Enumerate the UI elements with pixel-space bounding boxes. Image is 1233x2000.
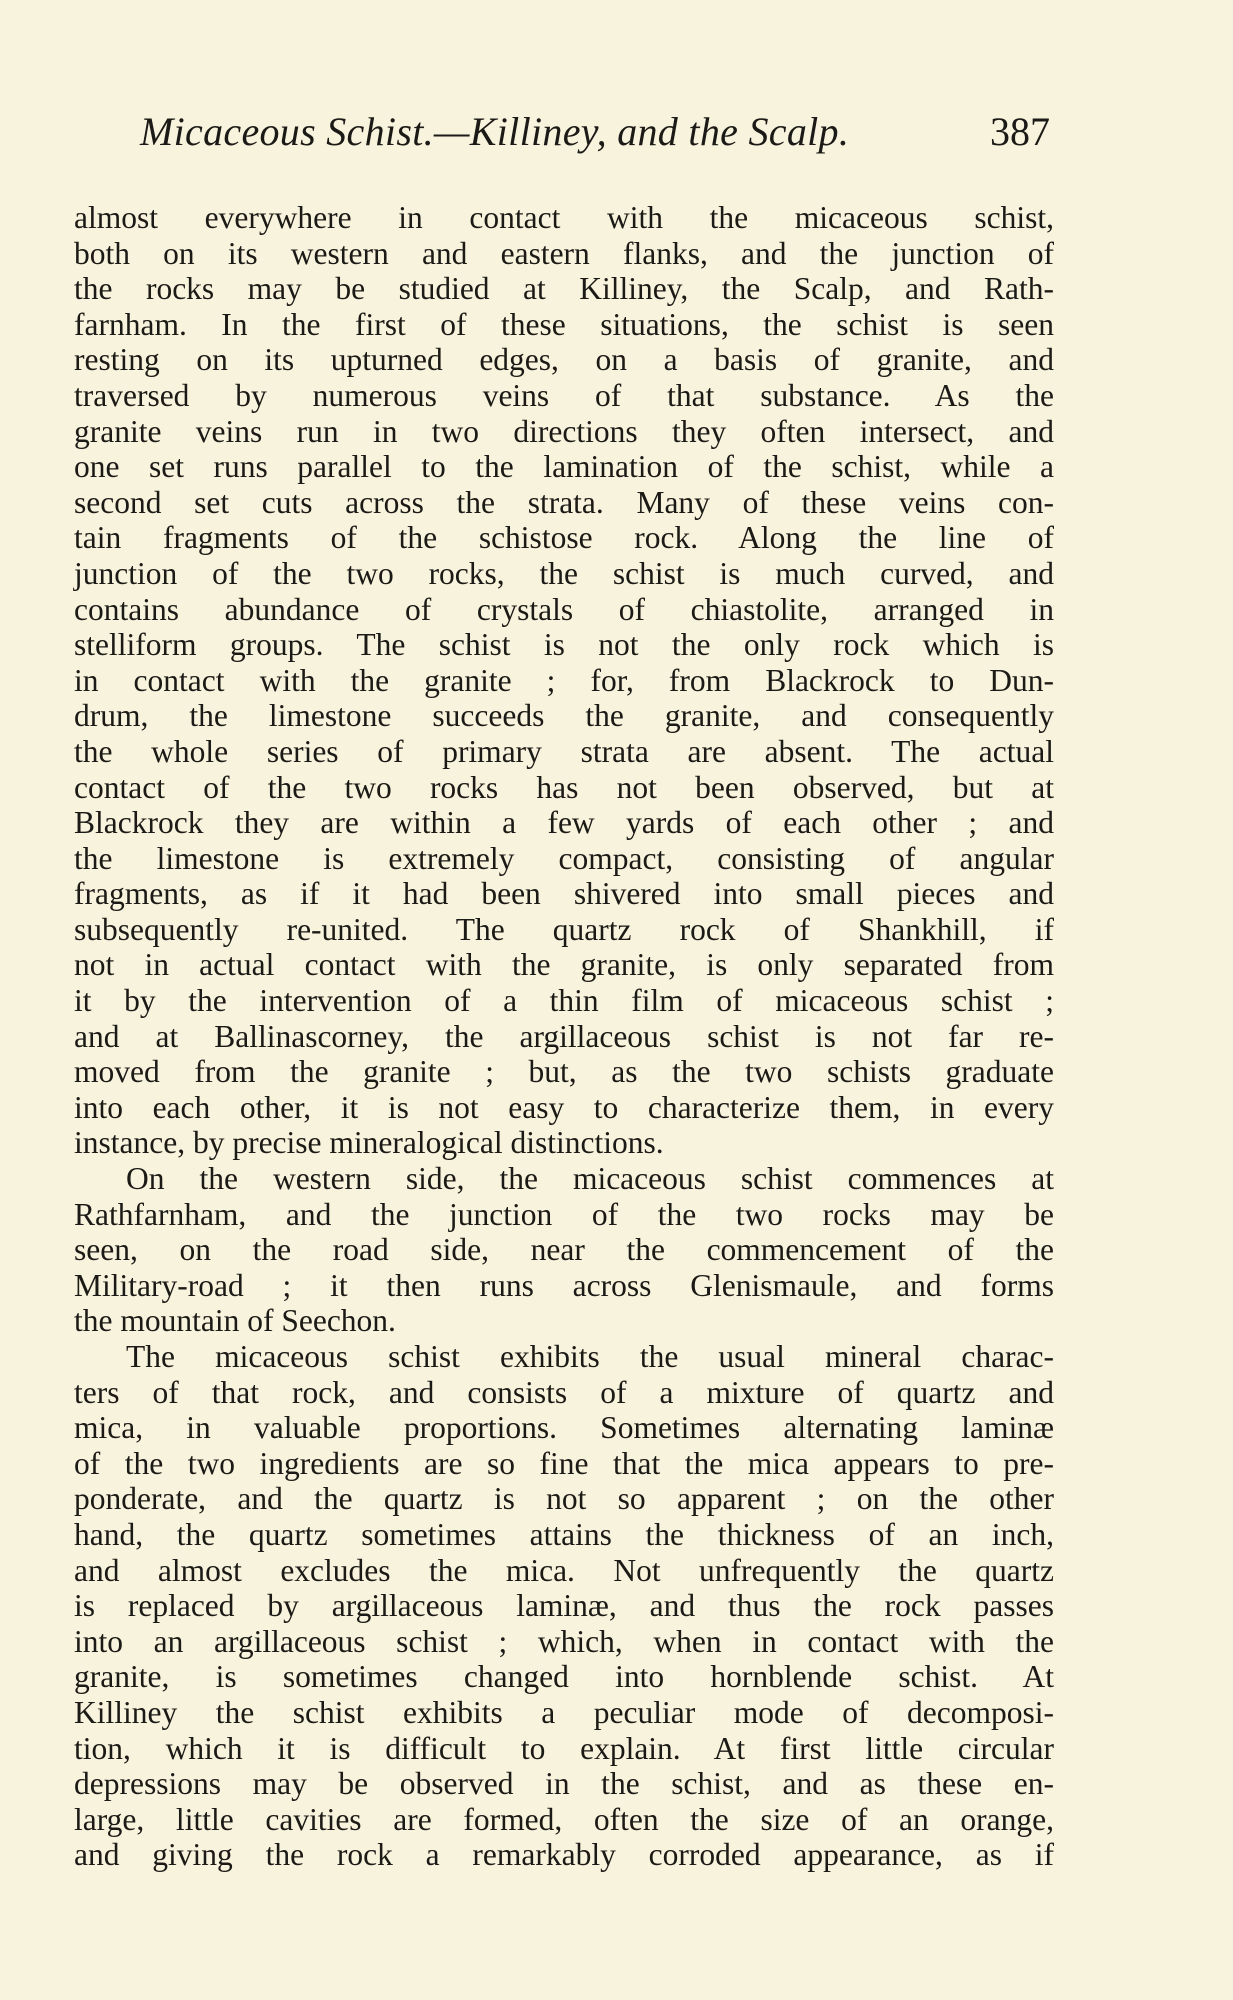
text-line: tion, which it is difficult to explain. At first little circular: [74, 1730, 1054, 1766]
running-head: [140, 108, 1050, 168]
page-number: 387: [990, 109, 1050, 154]
text-line: both on its western and eastern flanks, and the junction of: [74, 235, 1054, 271]
text-line: of the two ingredients are so fine that the mica appears to pre-: [74, 1445, 1054, 1481]
text-line: second set cuts across the strata. Many of these veins con-: [74, 484, 1054, 520]
text-line: the whole series of primary strata are absent. The actual: [74, 733, 1054, 769]
text-line: granite, is sometimes changed into hornblende schist. At: [74, 1659, 1054, 1695]
text-line: not in actual contact with the granite, is only separated from: [74, 947, 1054, 983]
text-line: granite veins run in two directions they often intersect, and: [74, 413, 1054, 449]
text-line: tain fragments of the schistose rock. Along the line of: [74, 520, 1054, 556]
text-line: drum, the limestone succeeds the granite, and consequently: [74, 698, 1054, 734]
text-line: Military-road ; it then runs across Glenismaule, and forms: [74, 1267, 1054, 1303]
text-line: traversed by numerous veins of that substance. As the: [74, 377, 1054, 413]
text-line: Rathfarnham, and the junction of the two rocks may be: [74, 1196, 1054, 1232]
text-line: and almost excludes the mica. Not unfrequently the quartz: [74, 1552, 1054, 1588]
text-line: ters of that rock, and consists of a mixture of quartz and: [74, 1374, 1054, 1410]
text-line: Blackrock they are within a few yards of each other ; and: [74, 805, 1054, 841]
text-line: ponderate, and the quartz is not so apparent ; on the other: [74, 1481, 1054, 1517]
text-line: is replaced by argillaceous laminæ, and thus the rock passes: [74, 1588, 1054, 1624]
text-line: into an argillaceous schist ; which, when in contact with the: [74, 1623, 1054, 1659]
text-line: one set runs parallel to the lamination of the schist, while a: [74, 449, 1054, 485]
text-line: fragments, as if it had been shivered into small pieces and: [74, 876, 1054, 912]
text-line: the rocks may be studied at Killiney, the Scalp, and Rath-: [74, 271, 1054, 307]
text-line: the mountain of Seechon.: [74, 1303, 396, 1339]
text-line: the limestone is extremely compact, consisting of angular: [74, 840, 1054, 876]
text-line: depressions may be observed in the schist, and as these en-: [74, 1766, 1054, 1802]
text-line: almost everywhere in contact with the micaceous schist,: [74, 200, 1054, 235]
text-line: farnham. In the first of these situations, the schist is seen: [74, 306, 1054, 342]
text-line: contains abundance of crystals of chiastolite, arranged in: [74, 591, 1054, 627]
paragraph-first-line: On the western side, the micaceous schist commences at: [126, 1161, 1054, 1197]
paragraph-first-line: The micaceous schist exhibits the usual mineral charac-: [126, 1339, 1054, 1374]
text-line: stelliform groups. The schist is not the only rock which is: [74, 627, 1054, 663]
text-line: mica, in valuable proportions. Sometimes alternating laminæ: [74, 1410, 1054, 1446]
text-line: resting on its upturned edges, on a basis of granite, and: [74, 342, 1054, 378]
text-line: Killiney the schist exhibits a peculiar mode of decomposi-: [74, 1694, 1054, 1730]
text-line: hand, the quartz sometimes attains the thickness of an inch,: [74, 1516, 1054, 1552]
text-line: in contact with the granite ; for, from Blackrock to Dun-: [74, 662, 1054, 698]
text-line: into each other, it is not easy to characterize them, in every: [74, 1089, 1054, 1125]
text-line: subsequently re-united. The quartz rock of Shankhill, if: [74, 911, 1054, 947]
text-line: it by the intervention of a thin film of micaceous schist ;: [74, 983, 1054, 1019]
text-line: and giving the rock a remarkably corroded appearance, as if: [74, 1837, 1054, 1873]
text-line: junction of the two rocks, the schist is much curved, and: [74, 555, 1054, 591]
text-line: contact of the two rocks has not been observed, but at: [74, 769, 1054, 805]
text-line: instance, by precise mineralogical distinctions.: [74, 1125, 664, 1161]
text-line: large, little cavities are formed, often the size of an orange,: [74, 1801, 1054, 1837]
text-line: seen, on the road side, near the commencement of the: [74, 1232, 1054, 1268]
running-title: Micaceous Schist.—Killiney, and the Scalp.: [140, 109, 850, 154]
body-text: [74, 200, 1054, 1873]
text-line: moved from the granite ; but, as the two schists graduate: [74, 1054, 1054, 1090]
text-line: and at Ballinascorney, the argillaceous schist is not far re-: [74, 1018, 1054, 1054]
